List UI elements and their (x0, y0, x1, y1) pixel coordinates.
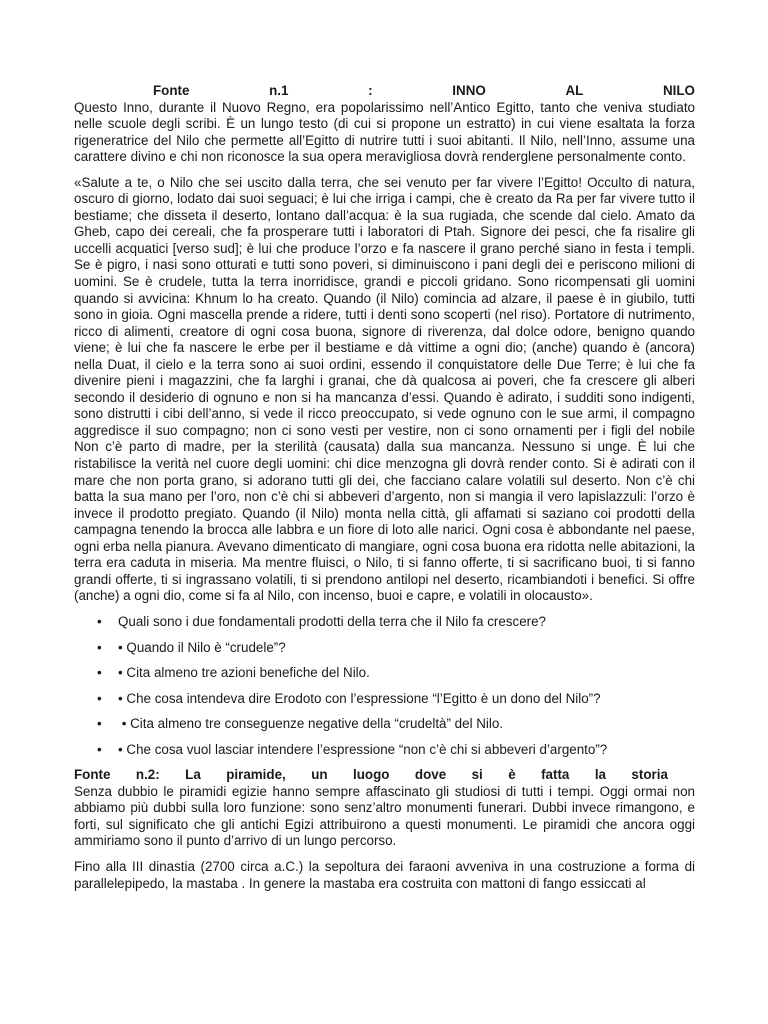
question-text: • Che cosa vuol lasciar intendere l’espressione “non c’è chi si abbeveri d’argento”? (118, 741, 608, 757)
heading-word: storia (631, 767, 668, 783)
heading-word: la (594, 767, 606, 783)
heading-word: n.1 (269, 83, 289, 98)
heading-word: piramide, (226, 767, 286, 783)
question-text: • Cita almeno tre azioni benefiche del Nilo. (118, 665, 370, 681)
heading-word: Fonte (74, 767, 111, 783)
bullet-icon: • (97, 613, 102, 629)
bullet-icon: • (97, 639, 102, 655)
bullet-icon: • (97, 665, 102, 681)
question-text: • Che cosa intendeva dire Erodoto con l’espressione “l’Egitto è un dono del Nilo”? (118, 690, 601, 706)
source1-heading (74, 83, 695, 100)
question-item (74, 742, 695, 759)
question-item (74, 640, 695, 657)
question-item (74, 614, 695, 631)
bullet-icon: • (97, 741, 102, 757)
source2-intro: Senza dubbio le piramidi egizie hanno sempre affascinato gli studiosi di tutti i tempi. Oggi ormai non abbiamo più dubbi sulla loro funzione: sono senz’altro monumenti funerari. Dubbi invece rimangono, e forti, sul significato che gli antichi Egizi attribuirono a questi monumenti. Le piramidi che ancora oggi ammiriamo sono il punto d’arrivo di un lungo percorso. (74, 783, 695, 849)
heading-word: si (471, 767, 483, 783)
question-item (74, 716, 695, 733)
heading-word: fatta (541, 767, 570, 783)
heading-word: un (311, 767, 328, 783)
heading-word: NILO (662, 83, 695, 98)
heading-word: AL (565, 83, 584, 98)
heading-word: n.2: (135, 767, 160, 783)
heading-word: La (185, 767, 201, 783)
document-page (74, 83, 695, 892)
question-list (74, 614, 695, 758)
question-text: • Cita almeno tre conseguenze negative della “crudeltà” del Nilo. (118, 716, 504, 732)
heading-word: Fonte (153, 83, 190, 98)
source2-heading (74, 767, 695, 784)
bullet-icon: • (97, 690, 102, 706)
heading-word: luogo (353, 767, 390, 783)
question-item (74, 691, 695, 708)
heading-word: dove (414, 767, 447, 783)
question-text: • Quando il Nilo è “crudele”? (118, 639, 286, 655)
heading-word: è (508, 767, 516, 783)
source2-paragraph: Fino alla III dinastia (2700 circa a.C.) la sepoltura dei faraoni avveniva in una costruzione a forma di parallelepipedo, la mastaba . In genere la mastaba era costruita con mattoni di fango essiccati al (74, 858, 695, 891)
heading-word: : (368, 83, 373, 98)
question-text: Quali sono i due fondamentali prodotti della terra che il Nilo fa crescere? (118, 613, 546, 629)
hymn-text: «Salute a te, o Nilo che sei uscito dalla terra, che sei venuto per far vivere l’Egitto! Occulto di natura, oscuro di giorno, lodato dai suoi seguaci; è lui che irriga i campi, che è creato da Ra per far vivere tutto il bestiame; che disseta il deserto, lontano dall’acqua: è la sua rugiada, che scende dal cielo. Amato da Gheb, capo dei cereali, che fa prosperare tutti i laboratori di Ptah. Signore dei pesci, che fa risalire gli uccelli acquatici [verso sud]; è lui che produce l’orzo e fa nascere il grano perché siano in festa i templi. Se è pigro, i nasi sono otturati e tutti sono poveri, si diminuiscono i pani degli dei e periscono milioni di uomini. Se è crudele, tutta la terra inorridisce, grandi e piccoli gridano. Sono ricompensati gli uomini quando si avvicina: Khnum lo ha creato. Quando (il Nilo) comincia ad alzare, il paese è in giubilo, tutti sono in gioia. Ogni mascella prende a ridere, tutti i denti sono scoperti (nel riso). Portatore di nutrimento, ricco di alimenti, creatore di ogni cosa buona, signore di riverenza, dal dolce odore, benigno quando viene; è lui che fa nascere le erbe per il bestiame e dà vittime a ogni dio; (anche) quando è (ancora) nella Duat, il cielo e la terra sono ai suoi ordini, essendo il conquistatore delle Due Terre; è lui che fa divenire pieni i magazzini, che fa larghi i granai, che dà qualcosa ai poveri, che fa crescere gli alberi secondo il desiderio di ognuno e non si ha mancanza d’essi. Quando è adirato, i sudditi sono indigenti, sono distrutti i cibi dell’anno, si vede il ricco preoccupato, si vede ognuno con le sue armi, il compagno aggredisce il suo compagno; non ci sono vesti per vestire, non ci sono ornamenti per i figli del nobile Non c’è parto di madre, per la sterilità (causata) dalla sua mancanza. Nessuno si unge. È lui che ristabilisce la verità nel cuore degli uomini: chi dice menzogna gli dovrà render conto. Si è adirati con il mare che non porta grano, si adorano tutti gli dei, che facciano calare volatili sul deserto. Non c’è chi batta la sua mano per l’oro, non c’è chi si abbeveri d’argento, non si mangia il vero lapislazzuli: l’orzo è invece il prodotto pregiato. Quando (il Nilo) monta nella città, gli affamati si saziano coi prodotti della campagna tenendo la brocca alle labbra e un fiore di loto alle narici. Ogni cosa è abbondante nel paese, ogni erba nella pianura. Avevano dimenticato di mangiare, ogni cosa buona era ridotta nelle abitazioni, la terra era caduta in miseria. Ma mentre fluisci, o Nilo, ti si fanno offerte, ti si sacrificano buoi, ti si fanno grandi offerte, ti si ingrassano volatili, ti si prendono antilopi nel deserto, ricambiandoti i benefici. Si offre (anche) a ogni dio, come si fa al Nilo, con incenso, buoi e capre, e volatili in olocausto». (74, 174, 695, 604)
heading-word: INNO (452, 83, 486, 98)
question-item (74, 665, 695, 682)
source1-intro: Questo Inno, durante il Nuovo Regno, era popolarissimo nell’Antico Egitto, tanto che veniva studiato nelle scuole degli scribi. È un lungo testo (di cui si propone un estratto) in cui viene esaltata la forza rigeneratrice del Nilo che permette all’Egitto di nutrire tutti i suoi abitanti. Il Nilo, nell’Inno, assume una carattere divino e chi non riconosce la sua opera meravigliosa dovrà renderglene personalmente conto. (74, 99, 695, 165)
bullet-icon: • (97, 716, 102, 732)
